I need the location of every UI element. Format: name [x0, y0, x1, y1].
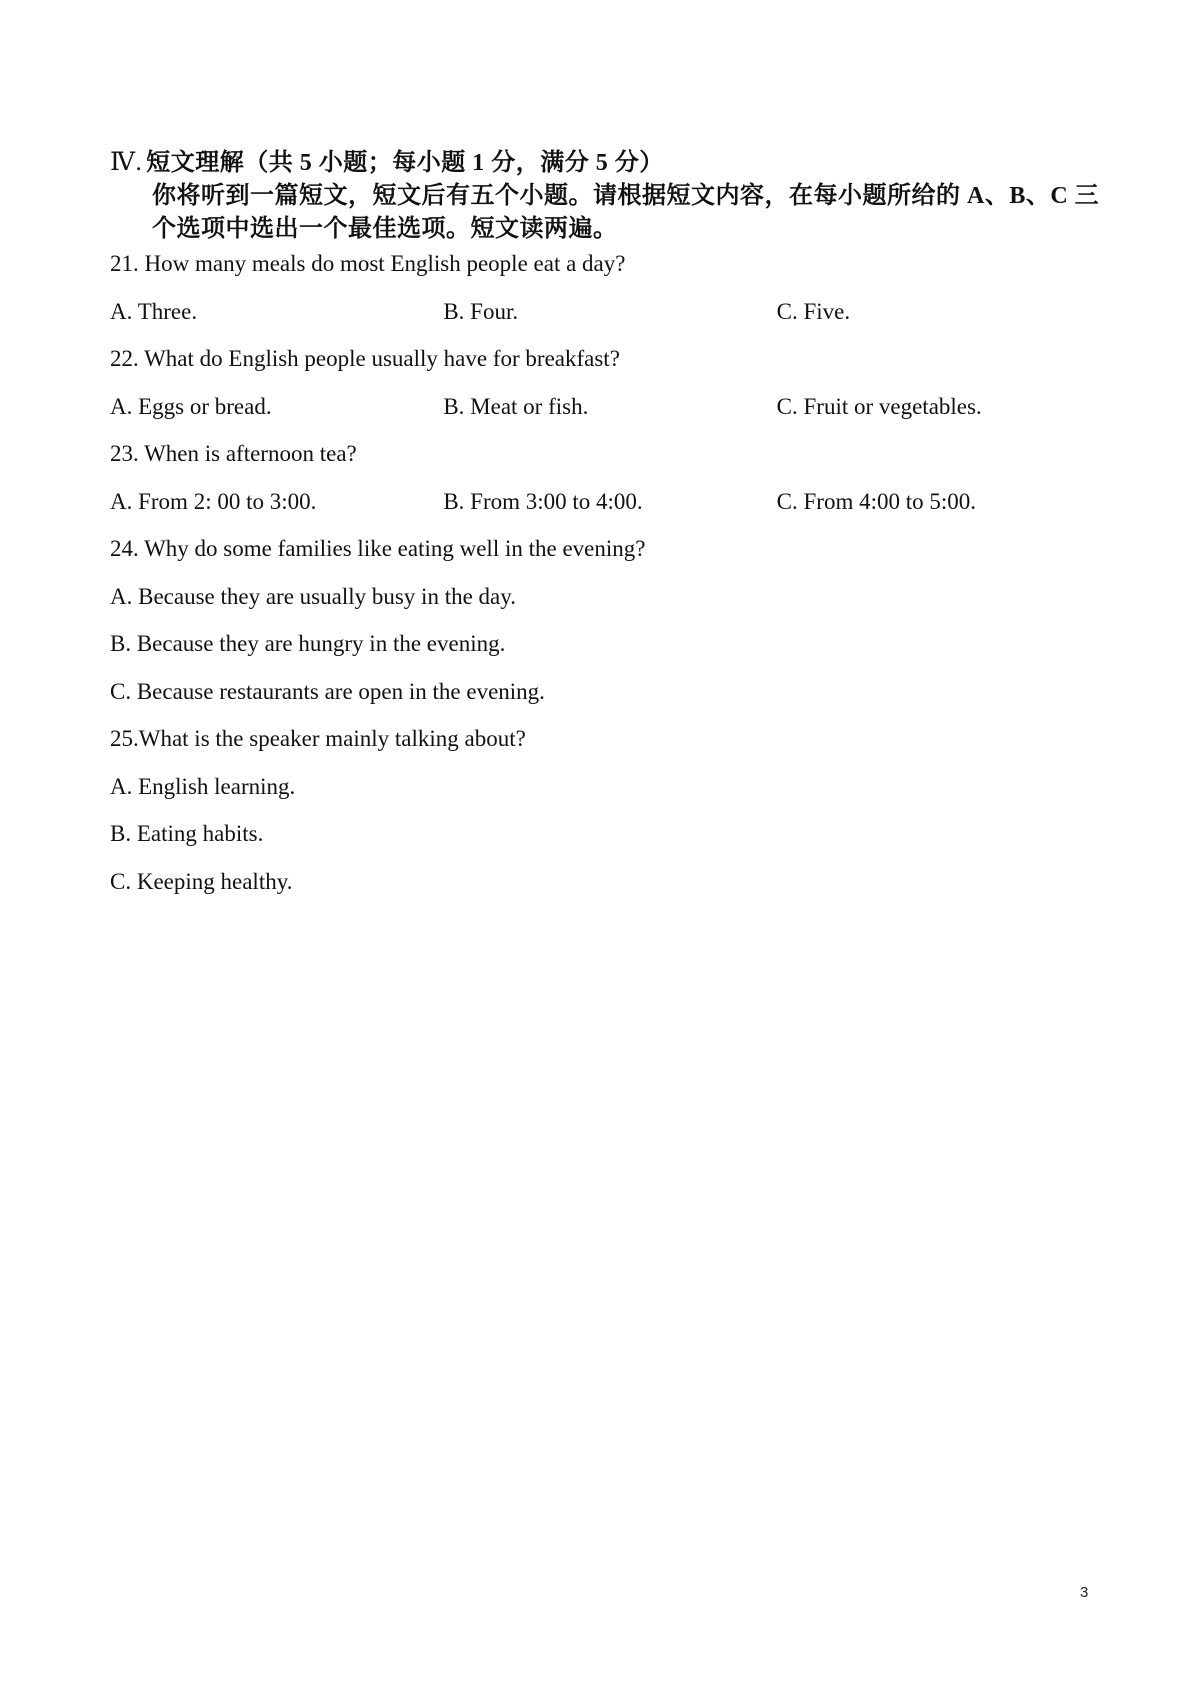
- section-title-line: [110, 146, 1110, 180]
- question-22-option-c[interactable]: C. Fruit or vegetables.: [776, 393, 982, 419]
- section-instruction-line-2: 个选项中选出一个最佳选项。短文读两遍。: [152, 216, 618, 242]
- question-21-option-a[interactable]: A. Three.: [110, 298, 198, 324]
- question-21-options: [110, 296, 1110, 344]
- question-24-option-b[interactable]: B. Because they are hungry in the evening.: [110, 631, 506, 656]
- question-23-option-b[interactable]: B. From 3:00 to 4:00.: [443, 488, 643, 514]
- question-24-stem: 24. Why do some families like eating well in the evening?: [110, 536, 646, 561]
- question-23-stem: 23. When is afternoon tea?: [110, 441, 357, 466]
- question-22-option-a[interactable]: A. Eggs or bread.: [110, 393, 272, 419]
- question-23-options: [110, 486, 1110, 534]
- question-23-option-a[interactable]: A. From 2: 00 to 3:00.: [110, 488, 317, 514]
- question-22-options: [110, 391, 1110, 439]
- question-25-option-a[interactable]: A. English learning.: [110, 773, 296, 799]
- section-header: [110, 146, 1110, 246]
- section-instruction-line-1: 你将听到一篇短文，短文后有五个小题。请根据短文内容，在每小题所给的 A、B、C 三: [152, 183, 1100, 209]
- page-number: 3: [1080, 1584, 1089, 1601]
- question-24-option-c[interactable]: C. Because restaurants are open in the evening.: [110, 678, 545, 704]
- question-list: [110, 248, 1110, 913]
- question-21-stem: 21. How many meals do most English people eat a day?: [110, 251, 626, 276]
- question-25-stem: 25.What is the speaker mainly talking about?: [110, 726, 526, 751]
- question-24-option-a[interactable]: A. Because they are usually busy in the day.: [110, 583, 517, 609]
- question-21-option-b[interactable]: B. Four.: [443, 298, 519, 324]
- question-22-stem: 22. What do English people usually have for breakfast?: [110, 346, 620, 371]
- question-23-option-c[interactable]: C. From 4:00 to 5:00.: [776, 488, 977, 514]
- question-25-option-b[interactable]: B. Eating habits.: [110, 821, 264, 846]
- question-25-option-c[interactable]: C. Keeping healthy.: [110, 868, 293, 894]
- question-22-option-b[interactable]: B. Meat or fish.: [443, 393, 589, 419]
- section-roman-numeral: Ⅳ.: [110, 149, 143, 176]
- question-21-option-c[interactable]: C. Five.: [776, 298, 851, 324]
- section-title: 短文理解（共 5 小题；每小题 1 分，满分 5 分）: [146, 150, 664, 176]
